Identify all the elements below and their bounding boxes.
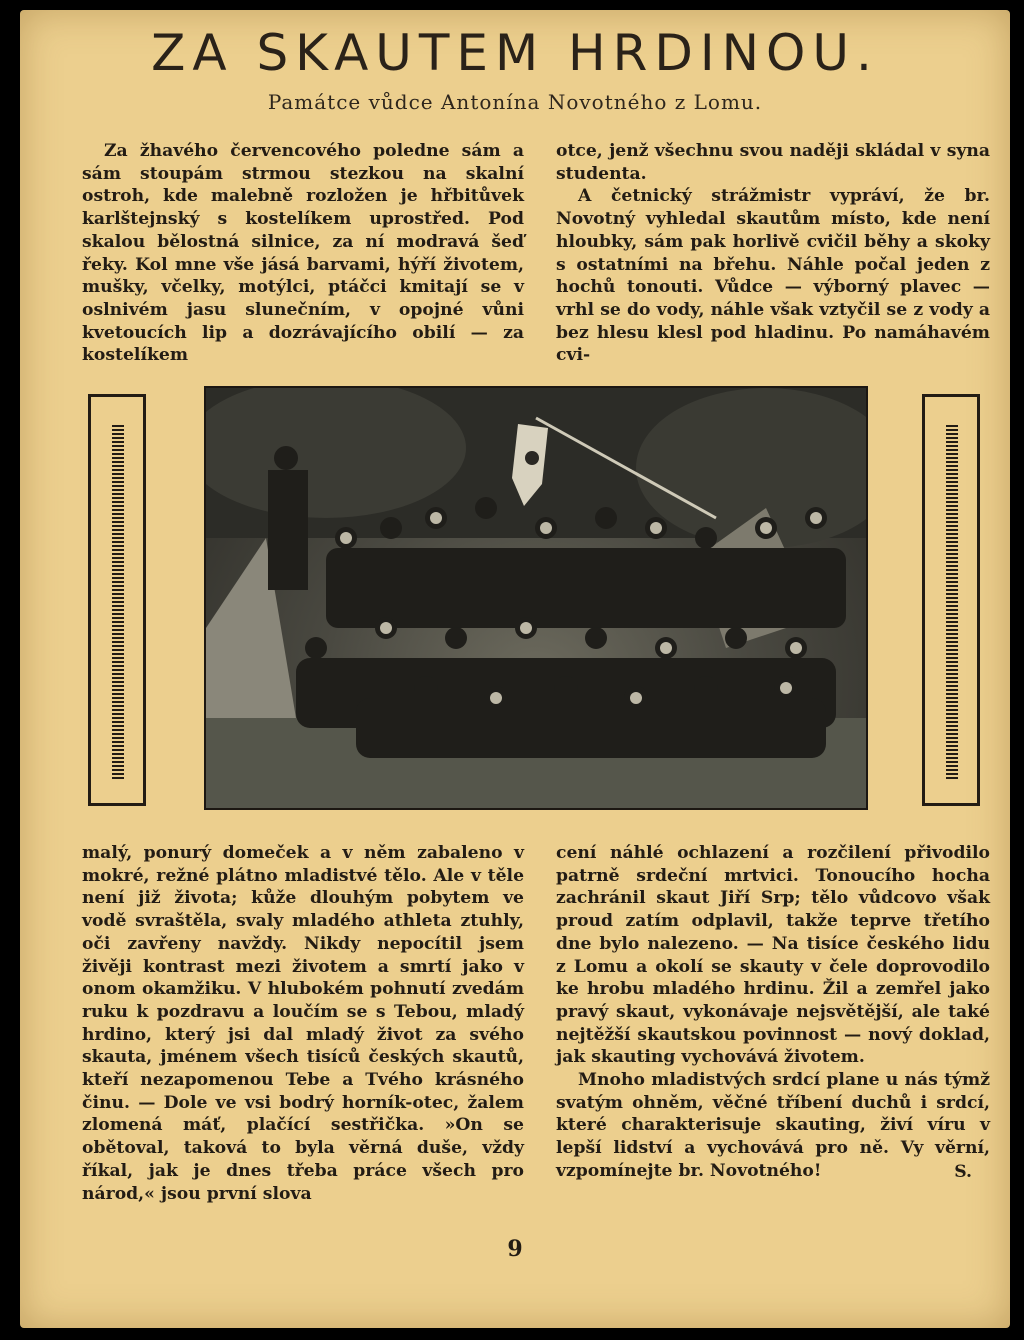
article-subtitle: Památce vůdce Antonína Novotného z Lomu. xyxy=(267,90,763,114)
page-number: 9 xyxy=(507,1236,523,1262)
right-ornament-frame xyxy=(922,394,980,806)
ornament-pattern xyxy=(946,425,958,781)
paragraph: cení náhlé ochlazení a rozčilení přivodilo patrně srdeční mrtvici. Tonoucího hocha zachránil skaut Jiří Srp; tělo vůdcovo však proud zatím odplavil, takže teprve třetího dne bylo nalezeno. — Na tisíce českého lidu z Lomu a okolí se skauty v čele doprovodilo ke hrobu mladého hrdinu. Žil a zemřel jako pravý skaut, vykonávaje nejsvětější, ale také nejtěžší skautskou povinnost — nový doklad, jak skauting vychovává životem. xyxy=(556,843,990,1068)
magazine-page xyxy=(20,10,1010,1328)
article-title: ZA SKAUTEM HRDINOU. xyxy=(151,24,879,82)
column-top-right xyxy=(556,140,990,367)
column-top-left xyxy=(82,140,524,367)
paragraph: A četnický strážmistr vypráví, že br. Novotný vyhledal skautům místo, kde není hloubky, sám pak horlivě cvičil běhy a skoky s ostatními na břehu. Náhle počal jeden z hochů tonouti. Vůdce — výborný plavec — vrhl se do vody, náhle však vztyčil se z vody a bez hlesu klesl pod hladinu. Po namáhavém cvi- xyxy=(556,186,990,366)
left-ornament-frame xyxy=(88,394,146,806)
paragraph: malý, ponurý domeček a v něm zabaleno v mokré, režné plátno mladistvé tělo. Ale v těle není již života; kůže dlouhým pobytem ve vodě svraštěla, svaly mladého athleta ztuhly, oči zavřeny navždy. Nikdy nepocítil jsem živěji kontrast mezi životem a smrtí jako v onom okamžiku. V hlubokém pohnutí zvedám ruku k pozdravu a loučím se s Tebou, mladý hrdino, který jsi dal mladý život za svého skauta, jménem všech tisíců českých skautů, kteří nezapomenou Tebe a Tvého krásného činu. — Dole ve vsi bodrý horník-otec, žalem zlomená máť, plačící sestřička. »On se obětoval, taková to byla věrná duše, vždy říkal, jak je dnes třeba práce všech pro národ,« jsou první slova xyxy=(82,843,524,1204)
column-bottom-right xyxy=(556,842,990,1183)
paragraph: Mnoho mladistvých srdcí plane u nás týmž svatým ohněm, věčné tříbení duchů i srdcí, které charakterisuje skauting, živí víru v lepší lidství a vychovává pro ně. Vy věrní, vzpomínejte br. Novotného! xyxy=(556,1070,990,1181)
scout-group-photo xyxy=(204,386,868,810)
author-signature: S. xyxy=(954,1161,972,1182)
column-bottom-left xyxy=(82,842,524,1205)
paragraph: Za žhavého červencového poledne sám a sám stoupám strmou stezkou na skalní ostroh, kde malebně rozložen je hřbitůvek karlštejnský s kostelíkem uprostřed. Pod skalou bělostná silnice, za ní modravá šeď řeky. Kol mne vše jásá barvami, hýří životem, mušky, včelky, motýlci, ptáčci kmitají se v oslnivém jasu slunečním, v opojné vůni kvetoucích lip a dozrávajícího obilí — za kostelíkem xyxy=(82,141,524,366)
paragraph: otce, jenž všechnu svou naději skládal v syna studenta. xyxy=(556,141,990,184)
ornament-pattern xyxy=(112,425,124,781)
photo-illustration xyxy=(206,388,866,808)
